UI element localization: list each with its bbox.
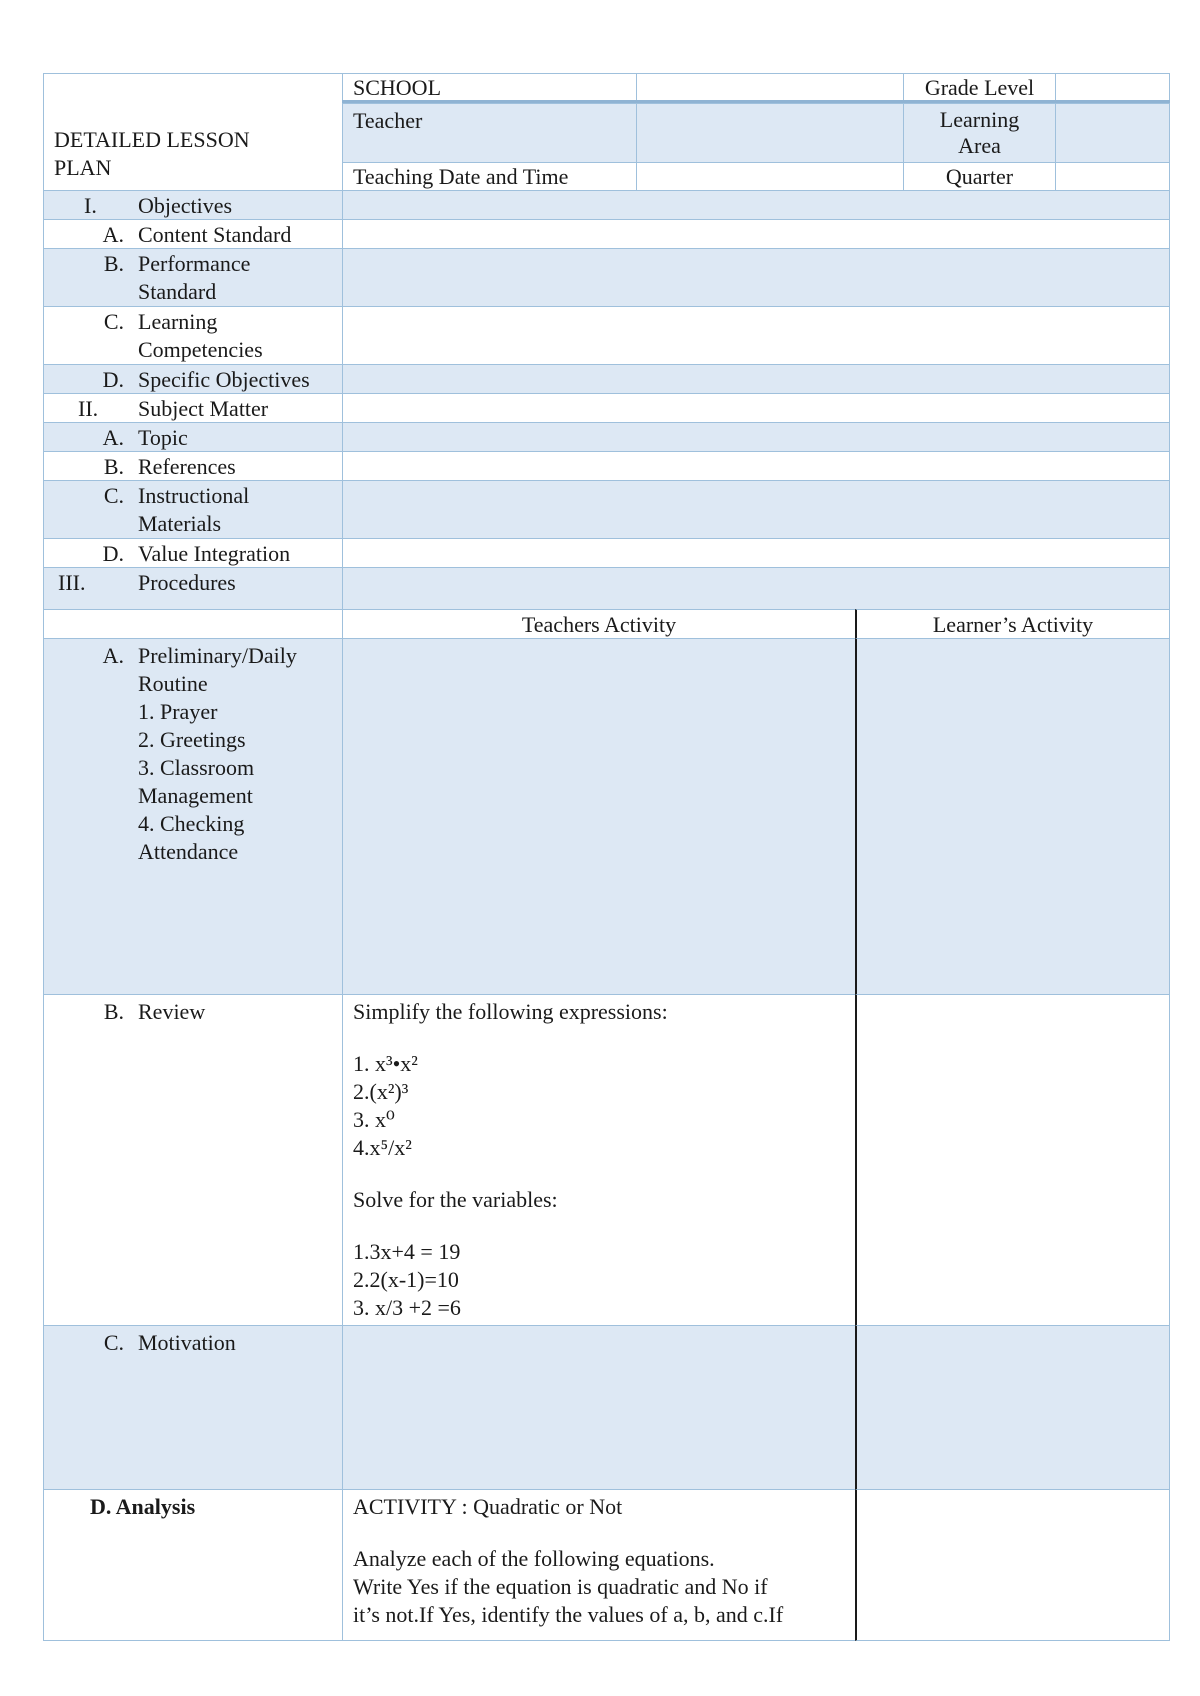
motivation-letter: C. (103, 1330, 124, 1355)
value-integration-letter: D. (102, 541, 124, 566)
review-expression: 1. x³•x² (353, 1051, 418, 1076)
performance-standard-line-1: Performance (138, 251, 251, 276)
objectives-label-cell (43, 190, 343, 220)
title-line-2: PLAN (54, 155, 112, 180)
content-standard-letter: A. (102, 222, 124, 247)
quarter-label-cell (903, 162, 1056, 191)
preliminary-label-cell (43, 638, 343, 995)
review-teacher-cell (342, 994, 856, 1326)
preliminary-line: Preliminary/Daily (138, 643, 297, 668)
preliminary-line: 1. Prayer (138, 699, 218, 724)
school-label: SCHOOL (353, 75, 442, 100)
performance-standard-label-cell (43, 248, 343, 307)
analysis-label-cell (43, 1489, 343, 1641)
motivation-teacher-cell (342, 1325, 856, 1490)
content-standard-label-cell (43, 219, 343, 249)
analysis-teacher-cell (342, 1489, 856, 1641)
content-standard-label: Content Standard (138, 222, 292, 247)
review-expression: 2.(x²)³ (353, 1079, 409, 1104)
teacher-label-cell (342, 103, 637, 163)
title-cell (43, 73, 343, 191)
references-label-cell (43, 451, 343, 481)
title-line-1: DETAILED LESSON (54, 127, 250, 152)
specific-objectives-label-cell (43, 364, 343, 394)
learning-competencies-label-cell (43, 306, 343, 365)
analysis-activity-title: ACTIVITY : Quadratic or Not (353, 1494, 623, 1519)
review-learner-cell (855, 994, 1170, 1326)
review-letter: B. (103, 999, 124, 1024)
instructional-materials-value-cell (342, 480, 1170, 539)
analysis-label: D. Analysis (90, 1494, 196, 1519)
school-value-cell (636, 73, 904, 103)
review-label: Review (138, 999, 206, 1024)
learning-competencies-letter: C. (103, 309, 124, 334)
learning-competencies-value-cell (342, 306, 1170, 365)
performance-standard-value-cell (342, 248, 1170, 307)
objectives-value-cell (342, 190, 1170, 220)
activity-header-blank (43, 609, 343, 639)
area-label-cell (903, 103, 1056, 163)
grade-value-cell (1055, 73, 1170, 103)
preliminary-line: Attendance (138, 839, 239, 864)
preliminary-learner-cell (855, 638, 1170, 995)
quarter-value-cell (1055, 162, 1170, 191)
review-solve-intro: Solve for the variables: (353, 1187, 558, 1212)
preliminary-line: 3. Classroom (138, 755, 255, 780)
performance-standard-line-2: Standard (138, 279, 217, 304)
review-equation: 3. x/3 +2 =6 (353, 1295, 461, 1320)
performance-standard-letter: B. (103, 251, 124, 276)
preliminary-line: 4. Checking (138, 811, 245, 836)
learners-activity-label: Learner’s Activity (932, 612, 1094, 637)
subject-matter-numeral: II. (78, 396, 99, 421)
topic-letter: A. (102, 425, 124, 450)
learners-activity-header (855, 609, 1170, 639)
school-label-cell (342, 73, 637, 103)
learning-area-label-2: Area (958, 133, 1001, 158)
date-label-cell (342, 162, 637, 191)
teachers-activity-header (342, 609, 856, 639)
topic-value-cell (342, 422, 1170, 452)
grade-label-cell (903, 73, 1056, 103)
analysis-line: Analyze each of the following equations. (353, 1546, 715, 1571)
teachers-activity-label: Teachers Activity (521, 612, 677, 637)
subject-matter-label: Subject Matter (138, 396, 269, 421)
instructional-materials-line-1: Instructional (138, 483, 250, 508)
references-label: References (138, 454, 236, 479)
references-value-cell (342, 451, 1170, 481)
procedures-label: Procedures (138, 570, 236, 595)
specific-objectives-label: Specific Objectives (138, 367, 310, 392)
analysis-line: Write Yes if the equation is quadratic and No if (353, 1574, 768, 1599)
specific-objectives-letter: D. (102, 367, 124, 392)
instructional-materials-letter: C. (103, 483, 124, 508)
motivation-label: Motivation (138, 1330, 236, 1355)
value-integration-label-cell (43, 538, 343, 568)
objectives-numeral: I. (84, 193, 97, 218)
content-standard-value-cell (342, 219, 1170, 249)
motivation-label-cell (43, 1325, 343, 1490)
review-intro: Simplify the following expressions: (353, 999, 668, 1024)
preliminary-line: Management (138, 783, 253, 808)
review-expression: 4.x⁵/x² (353, 1135, 412, 1160)
procedures-numeral: III. (58, 570, 86, 595)
learning-competencies-line-2: Competencies (138, 337, 263, 362)
learning-area-label-1: Learning (939, 107, 1020, 132)
value-integration-value-cell (342, 538, 1170, 568)
procedures-label-cell (43, 567, 343, 610)
objectives-label: Objectives (138, 193, 233, 218)
value-integration-label: Value Integration (138, 541, 291, 566)
analysis-line: it’s not.If Yes, identify the values of a, b, and c.If (353, 1602, 784, 1627)
review-label-cell (43, 994, 343, 1326)
review-equation: 2.2(x-1)=10 (353, 1267, 459, 1292)
quarter-label: Quarter (945, 164, 1014, 189)
topic-label: Topic (138, 425, 188, 450)
instructional-materials-line-2: Materials (138, 511, 222, 536)
teaching-date-label: Teaching Date and Time (353, 164, 569, 189)
preliminary-line: Routine (138, 671, 208, 696)
preliminary-teacher-cell (342, 638, 856, 995)
learning-competencies-line-1: Learning (138, 309, 218, 334)
teacher-value-cell (636, 103, 904, 163)
motivation-learner-cell (855, 1325, 1170, 1490)
subject-matter-label-cell (43, 393, 343, 423)
subject-matter-value-cell (342, 393, 1170, 423)
review-expression: 3. x⁰ (353, 1107, 395, 1132)
instructional-materials-label-cell (43, 480, 343, 539)
procedures-value-cell (342, 567, 1170, 610)
preliminary-line: 2. Greetings (138, 727, 246, 752)
area-value-cell (1055, 103, 1170, 163)
analysis-learner-cell (855, 1489, 1170, 1641)
preliminary-letter: A. (102, 643, 124, 668)
teacher-label: Teacher (353, 108, 423, 133)
references-letter: B. (103, 454, 124, 479)
review-equation: 1.3x+4 = 19 (353, 1239, 461, 1264)
grade-level-label: Grade Level (924, 75, 1035, 100)
specific-objectives-value-cell (342, 364, 1170, 394)
date-value-cell (636, 162, 904, 191)
topic-label-cell (43, 422, 343, 452)
